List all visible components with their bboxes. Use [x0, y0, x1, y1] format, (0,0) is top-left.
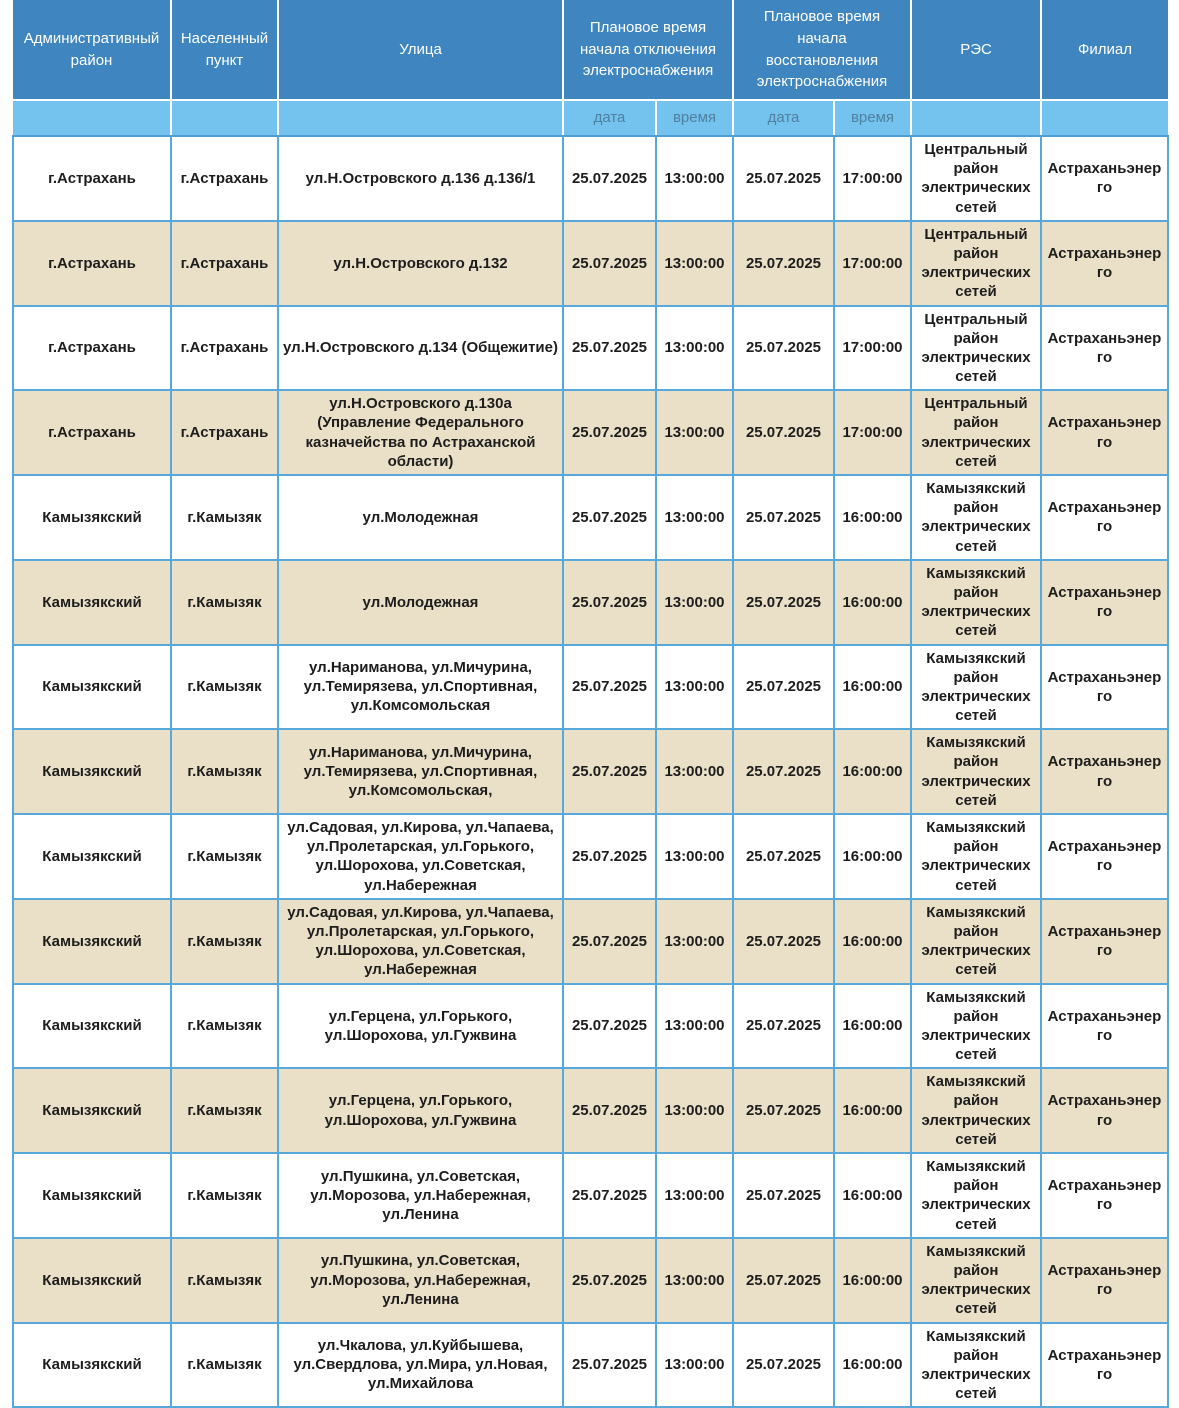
cell-district: Камызякский [13, 1323, 171, 1408]
cell-restore-date: 25.07.2025 [733, 475, 834, 560]
cell-outage-time: 13:00:00 [656, 1323, 733, 1408]
cell-outage-time: 13:00:00 [656, 306, 733, 391]
cell-restore-date: 25.07.2025 [733, 645, 834, 730]
cell-restore-date: 25.07.2025 [733, 390, 834, 475]
cell-outage-time: 13:00:00 [656, 984, 733, 1069]
cell-outage-date: 25.07.2025 [563, 645, 656, 730]
subheader-empty [13, 100, 171, 136]
cell-restore-date: 25.07.2025 [733, 1238, 834, 1323]
cell-district: г.Астрахань [13, 390, 171, 475]
cell-restore-time: 16:00:00 [834, 1153, 911, 1238]
cell-restore-date: 25.07.2025 [733, 1068, 834, 1153]
cell-branch: Астраханьэнерго [1041, 1068, 1168, 1153]
cell-branch: Астраханьэнерго [1041, 136, 1168, 221]
table-row [13, 390, 1168, 475]
cell-restore-time: 17:00:00 [834, 306, 911, 391]
cell-settlement: г.Астрахань [171, 136, 278, 221]
cell-outage-date: 25.07.2025 [563, 306, 656, 391]
col-header-admin-district: Административный район [13, 0, 171, 100]
cell-outage-date: 25.07.2025 [563, 1323, 656, 1408]
cell-street: ул.Чкалова, ул.Куйбышева, ул.Свердлова, ул.Мира, ул.Новая, ул.Михайлова [278, 1323, 563, 1408]
col-header-settlement: Населенный пункт [171, 0, 278, 100]
cell-street: ул.Садовая, ул.Кирова, ул.Чапаева, ул.Пролетарская, ул.Горького, ул.Шорохова, ул.Советская, ул.Набережная [278, 899, 563, 984]
cell-district: Камызякский [13, 1153, 171, 1238]
cell-outage-time: 13:00:00 [656, 645, 733, 730]
cell-outage-date: 25.07.2025 [563, 899, 656, 984]
cell-restore-date: 25.07.2025 [733, 1323, 834, 1408]
table-row [13, 984, 1168, 1069]
table-row [13, 729, 1168, 814]
cell-restore-date: 25.07.2025 [733, 814, 834, 899]
cell-street: ул.Н.Островского д.136 д.136/1 [278, 136, 563, 221]
cell-restore-date: 25.07.2025 [733, 984, 834, 1069]
cell-settlement: г.Камызяк [171, 1238, 278, 1323]
cell-district: г.Астрахань [13, 136, 171, 221]
cell-restore-time: 16:00:00 [834, 814, 911, 899]
cell-branch: Астраханьэнерго [1041, 221, 1168, 306]
cell-outage-date: 25.07.2025 [563, 729, 656, 814]
cell-branch: Астраханьэнерго [1041, 560, 1168, 645]
table-row [13, 645, 1168, 730]
table-row [13, 814, 1168, 899]
subheader-restore-time: время [834, 100, 911, 136]
cell-res: Камызякский район электрических сетей [911, 899, 1041, 984]
cell-settlement: г.Камызяк [171, 1323, 278, 1408]
table-body [13, 136, 1168, 1407]
cell-outage-time: 13:00:00 [656, 1153, 733, 1238]
cell-street: ул.Нариманова, ул.Мичурина, ул.Темирязева, ул.Спортивная, ул.Комсомольская [278, 645, 563, 730]
subheader-empty [171, 100, 278, 136]
cell-branch: Астраханьэнерго [1041, 984, 1168, 1069]
cell-district: Камызякский [13, 984, 171, 1069]
cell-outage-time: 13:00:00 [656, 1068, 733, 1153]
cell-outage-time: 13:00:00 [656, 729, 733, 814]
col-header-outage-start: Плановое время начала отключения электроснабжения [563, 0, 733, 100]
cell-outage-time: 13:00:00 [656, 390, 733, 475]
cell-res: Камызякский район электрических сетей [911, 1323, 1041, 1408]
cell-branch: Астраханьэнерго [1041, 899, 1168, 984]
cell-branch: Астраханьэнерго [1041, 1323, 1168, 1408]
cell-outage-date: 25.07.2025 [563, 1238, 656, 1323]
cell-outage-date: 25.07.2025 [563, 475, 656, 560]
cell-settlement: г.Камызяк [171, 729, 278, 814]
cell-outage-time: 13:00:00 [656, 560, 733, 645]
cell-street: ул.Пушкина, ул.Советская, ул.Морозова, ул.Набережная, ул.Ленина [278, 1238, 563, 1323]
cell-outage-date: 25.07.2025 [563, 390, 656, 475]
cell-street: ул.Садовая, ул.Кирова, ул.Чапаева, ул.Пролетарская, ул.Горького, ул.Шорохова, ул.Советская, ул.Набережная [278, 814, 563, 899]
cell-outage-date: 25.07.2025 [563, 1153, 656, 1238]
cell-district: Камызякский [13, 729, 171, 814]
cell-district: г.Астрахань [13, 221, 171, 306]
cell-restore-time: 16:00:00 [834, 1238, 911, 1323]
cell-district: г.Астрахань [13, 306, 171, 391]
subheader-empty [278, 100, 563, 136]
cell-restore-time: 16:00:00 [834, 560, 911, 645]
cell-branch: Астраханьэнерго [1041, 1238, 1168, 1323]
cell-district: Камызякский [13, 814, 171, 899]
cell-street: ул.Пушкина, ул.Советская, ул.Морозова, ул.Набережная, ул.Ленина [278, 1153, 563, 1238]
cell-outage-date: 25.07.2025 [563, 136, 656, 221]
cell-res: Камызякский район электрических сетей [911, 475, 1041, 560]
cell-district: Камызякский [13, 899, 171, 984]
col-header-res: РЭС [911, 0, 1041, 100]
cell-res: Камызякский район электрических сетей [911, 729, 1041, 814]
cell-restore-time: 16:00:00 [834, 729, 911, 814]
cell-restore-time: 17:00:00 [834, 136, 911, 221]
cell-settlement: г.Камызяк [171, 899, 278, 984]
subheader-outage-time: время [656, 100, 733, 136]
cell-branch: Астраханьэнерго [1041, 814, 1168, 899]
outage-table [12, 0, 1169, 1408]
cell-street: ул.Молодежная [278, 475, 563, 560]
cell-settlement: г.Астрахань [171, 390, 278, 475]
cell-district: Камызякский [13, 1068, 171, 1153]
cell-outage-date: 25.07.2025 [563, 1068, 656, 1153]
table-header [13, 0, 1168, 136]
cell-res: Камызякский район электрических сетей [911, 1153, 1041, 1238]
cell-outage-time: 13:00:00 [656, 1238, 733, 1323]
table-row [13, 560, 1168, 645]
cell-settlement: г.Камызяк [171, 475, 278, 560]
cell-settlement: г.Камызяк [171, 814, 278, 899]
cell-outage-date: 25.07.2025 [563, 560, 656, 645]
cell-branch: Астраханьэнерго [1041, 645, 1168, 730]
cell-settlement: г.Камызяк [171, 1153, 278, 1238]
table-row [13, 1238, 1168, 1323]
cell-restore-date: 25.07.2025 [733, 136, 834, 221]
cell-street: ул.Н.Островского д.134 (Общежитие) [278, 306, 563, 391]
cell-res: Центральный район электрических сетей [911, 136, 1041, 221]
cell-settlement: г.Астрахань [171, 221, 278, 306]
cell-district: Камызякский [13, 1238, 171, 1323]
cell-res: Камызякский район электрических сетей [911, 1238, 1041, 1323]
cell-restore-time: 17:00:00 [834, 221, 911, 306]
cell-street: ул.Нариманова, ул.Мичурина, ул.Темирязева, ул.Спортивная, ул.Комсомольская, [278, 729, 563, 814]
cell-outage-date: 25.07.2025 [563, 814, 656, 899]
cell-street: ул.Герцена, ул.Горького, ул.Шорохова, ул.Гужвина [278, 984, 563, 1069]
cell-settlement: г.Камызяк [171, 1068, 278, 1153]
cell-district: Камызякский [13, 560, 171, 645]
cell-restore-time: 16:00:00 [834, 1323, 911, 1408]
cell-outage-time: 13:00:00 [656, 475, 733, 560]
cell-street: ул.Н.Островского д.132 [278, 221, 563, 306]
subheader-outage-date: дата [563, 100, 656, 136]
table-row [13, 899, 1168, 984]
cell-res: Центральный район электрических сетей [911, 221, 1041, 306]
cell-outage-time: 13:00:00 [656, 221, 733, 306]
subheader-row [13, 100, 1168, 136]
table-row [13, 221, 1168, 306]
cell-outage-time: 13:00:00 [656, 899, 733, 984]
cell-restore-time: 16:00:00 [834, 645, 911, 730]
cell-street: ул.Герцена, ул.Горького, ул.Шорохова, ул.Гужвина [278, 1068, 563, 1153]
cell-restore-date: 25.07.2025 [733, 729, 834, 814]
table-row [13, 306, 1168, 391]
cell-res: Камызякский район электрических сетей [911, 560, 1041, 645]
cell-restore-time: 16:00:00 [834, 1068, 911, 1153]
table-row [13, 1323, 1168, 1408]
cell-restore-time: 16:00:00 [834, 899, 911, 984]
cell-restore-time: 16:00:00 [834, 984, 911, 1069]
cell-res: Центральный район электрических сетей [911, 306, 1041, 391]
table-row [13, 1068, 1168, 1153]
cell-res: Камызякский район электрических сетей [911, 645, 1041, 730]
col-header-branch: Филиал [1041, 0, 1168, 100]
col-header-street: Улица [278, 0, 563, 100]
cell-res: Камызякский район электрических сетей [911, 814, 1041, 899]
cell-district: Камызякский [13, 475, 171, 560]
table-row [13, 475, 1168, 560]
cell-restore-time: 16:00:00 [834, 475, 911, 560]
header-row [13, 0, 1168, 100]
cell-branch: Астраханьэнерго [1041, 390, 1168, 475]
subheader-empty [1041, 100, 1168, 136]
table-row [13, 136, 1168, 221]
cell-settlement: г.Камызяк [171, 560, 278, 645]
subheader-restore-date: дата [733, 100, 834, 136]
cell-outage-date: 25.07.2025 [563, 221, 656, 306]
cell-restore-time: 17:00:00 [834, 390, 911, 475]
cell-restore-date: 25.07.2025 [733, 560, 834, 645]
cell-outage-date: 25.07.2025 [563, 984, 656, 1069]
cell-res: Камызякский район электрических сетей [911, 1068, 1041, 1153]
cell-settlement: г.Астрахань [171, 306, 278, 391]
cell-street: ул.Молодежная [278, 560, 563, 645]
table-row [13, 1153, 1168, 1238]
cell-settlement: г.Камызяк [171, 984, 278, 1069]
col-header-restore-start: Плановое время начала восстановления электроснабжения [733, 0, 911, 100]
cell-res: Центральный район электрических сетей [911, 390, 1041, 475]
cell-restore-date: 25.07.2025 [733, 306, 834, 391]
cell-district: Камызякский [13, 645, 171, 730]
subheader-empty [911, 100, 1041, 136]
cell-settlement: г.Камызяк [171, 645, 278, 730]
cell-restore-date: 25.07.2025 [733, 899, 834, 984]
cell-branch: Астраханьэнерго [1041, 729, 1168, 814]
cell-outage-time: 13:00:00 [656, 814, 733, 899]
cell-outage-time: 13:00:00 [656, 136, 733, 221]
cell-street: ул.Н.Островского д.130а (Управление Федерального казначейства по Астраханской области) [278, 390, 563, 475]
cell-branch: Астраханьэнерго [1041, 306, 1168, 391]
cell-restore-date: 25.07.2025 [733, 221, 834, 306]
cell-res: Камызякский район электрических сетей [911, 984, 1041, 1069]
cell-branch: Астраханьэнерго [1041, 1153, 1168, 1238]
cell-branch: Астраханьэнерго [1041, 475, 1168, 560]
cell-restore-date: 25.07.2025 [733, 1153, 834, 1238]
